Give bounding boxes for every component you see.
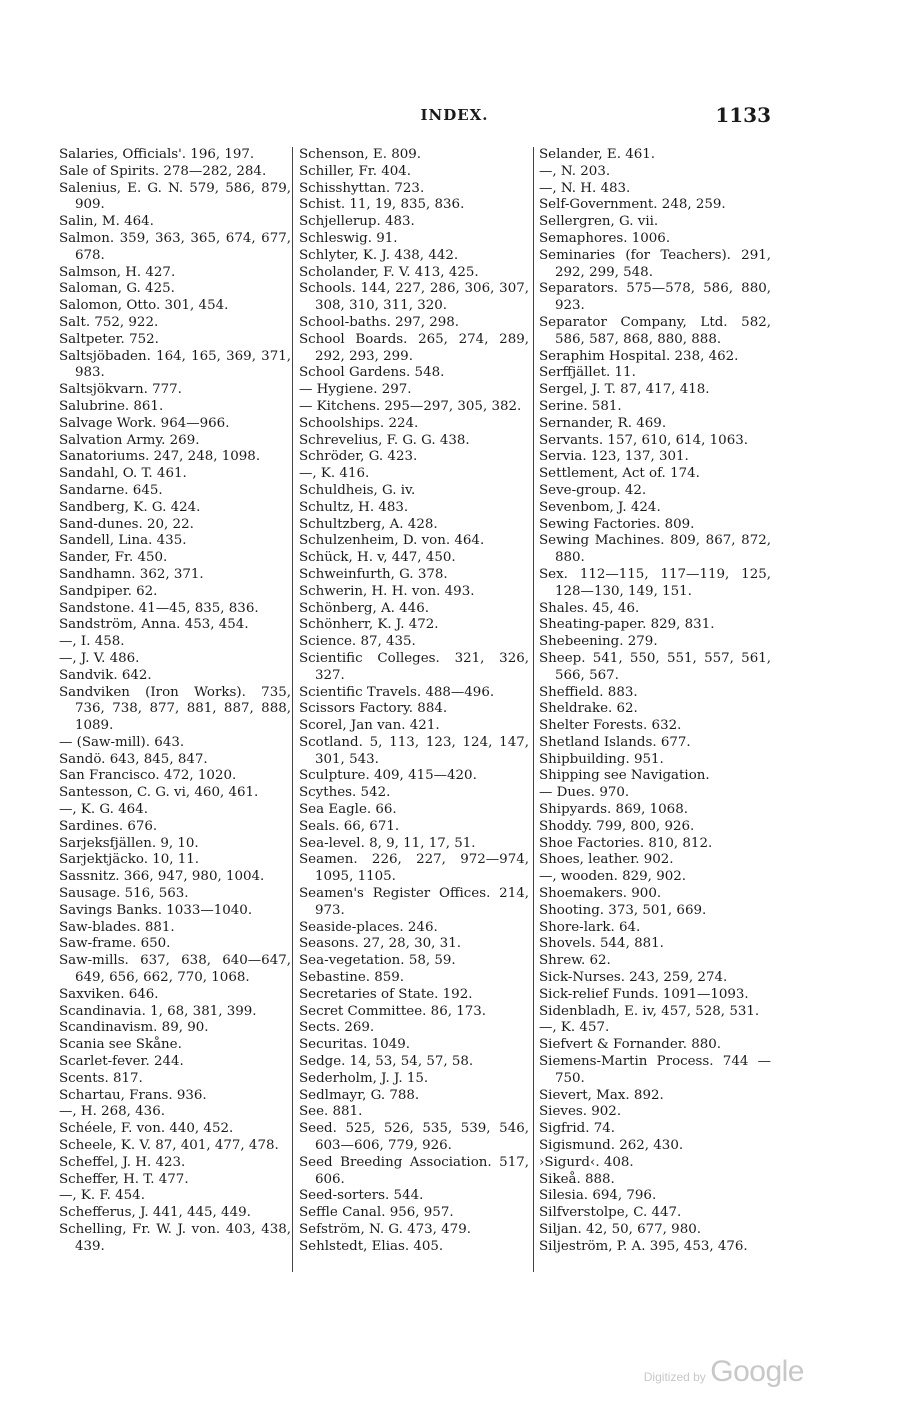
index-entry: Sebastine. 859. <box>299 970 405 986</box>
index-entry: Silfverstolpe, C. 447. <box>539 1205 682 1221</box>
index-entry: Seed. 525, 526, 535, 539, 546, 603—606, 779, 926. <box>299 1121 529 1154</box>
index-entry: Servants. 157, 610, 614, 1063. <box>539 432 748 448</box>
index-entry: Schönberg, A. 446. <box>299 600 429 616</box>
index-entry: Seve-group. 42. <box>539 482 647 498</box>
index-entry: Sandö. 643, 845, 847. <box>59 751 208 767</box>
index-entry: Salvage Work. 964—966. <box>59 415 230 431</box>
index-entry: —, N. H. 483. <box>539 180 631 196</box>
index-entry: Seed Breeding Association. 517, 606. <box>299 1154 529 1187</box>
index-entry: Saw-mills. 637, 638, 640—647, 649, 656, 662, 770, 1068. <box>59 953 291 986</box>
index-entry: —, K. F. 454. <box>59 1188 145 1204</box>
index-entry: Shore-lark. 64. <box>539 919 641 935</box>
index-entry: Schück, H. v, 447, 450. <box>299 550 456 566</box>
index-entry: Shoddy. 799, 800, 926. <box>539 818 695 834</box>
index-entry: Sects. 269. <box>299 1020 375 1036</box>
index-entry: Scorel, Jan van. 421. <box>299 718 440 734</box>
index-entry: Siemens-Martin Process. 744 —750. <box>539 1054 771 1086</box>
index-entry: Shetland Islands. 677. <box>539 734 691 750</box>
index-entry: Sedge. 14, 53, 54, 57, 58. <box>299 1054 474 1070</box>
index-entry: Securitas. 1049. <box>299 1037 410 1053</box>
index-entry: Serffjället. 11. <box>539 365 636 381</box>
index-entry: Sandstone. 41—45, 835, 836. <box>59 600 259 616</box>
index-entry: Scheffer, H. T. 477. <box>59 1171 189 1187</box>
index-entry: Sefström, N. G. 473, 479. <box>299 1222 471 1237</box>
index-entry: Schwerin, H. H. von. 493. <box>299 583 475 599</box>
index-entry: —, K. G. 464. <box>59 802 148 818</box>
index-entry: Sigismund. 262, 430. <box>539 1138 684 1154</box>
index-entry: Settlement, Act of. 174. <box>539 466 700 482</box>
index-entry: Salin, M. 464. <box>59 214 154 230</box>
index-entry: Seraphim Hospital. 238, 462. <box>539 348 739 364</box>
index-entry: Shovels. 544, 881. <box>539 936 664 952</box>
index-entry: Sheldrake. 62. <box>539 701 638 717</box>
index-entry: Sehlstedt, Elias. 405. <box>299 1238 444 1254</box>
index-entry: Salomon, Otto. 301, 454. <box>59 298 229 314</box>
index-entry: Savings Banks. 1033—1040. <box>59 902 253 918</box>
index-entry: Sigfrid. 74. <box>539 1121 616 1137</box>
index-entry: San Francisco. 472, 1020. <box>59 768 237 784</box>
index-entry: School Gardens. 548. <box>299 365 445 381</box>
index-entry: Sale of Spirits. 278—282, 284. <box>59 163 267 179</box>
index-entry: Saxviken. 646. <box>59 986 159 1002</box>
index-entry: Scientific Travels. 488—496. <box>299 684 495 700</box>
index-entry: Servia. 123, 137, 301. <box>539 449 689 465</box>
index-entry: Sernander, R. 469. <box>539 415 667 431</box>
index-entry: Sand-dunes. 20, 22. <box>59 516 194 532</box>
index-entry: —, J. V. 486. <box>59 650 140 666</box>
index-entry: Shoe Factories. 810, 812. <box>539 835 713 851</box>
index-entry: Sculpture. 409, 415—420. <box>299 768 477 784</box>
index-entry: Schröder, G. 423. <box>299 449 418 465</box>
index-entry: Sausage. 516, 563. <box>59 886 189 902</box>
index-entry: —, K. 416. <box>299 466 370 482</box>
index-entry: Shoemakers. 900. <box>539 886 662 902</box>
index-entry: Schartau, Frans. 936. <box>59 1087 207 1103</box>
index-entry: —, I. 458. <box>59 634 125 650</box>
index-entry: Schelling, Fr. W. J. von. 403, 438, 439. <box>59 1222 291 1254</box>
index-entry: Schefferus, J. 441, 445, 449. <box>59 1205 251 1221</box>
index-entry: Seminaries (for Teachers). 291, 292, 299, 548. <box>539 247 771 280</box>
index-entry: Self-Government. 248, 259. <box>539 197 726 213</box>
index-entry: Schulzenheim, D. von. 464. <box>299 533 485 549</box>
index-entry: Salmson, H. 427. <box>59 264 176 280</box>
index-column-3 <box>539 147 771 1256</box>
index-entry: Schlyter, K. J. 438, 442. <box>299 247 459 263</box>
index-entry: Saw-blades. 881. <box>59 919 175 935</box>
index-entry: Sarjektjäcko. 10, 11. <box>59 852 200 868</box>
column-divider <box>533 147 534 1272</box>
index-entry: Shoes, leather. 902. <box>539 852 674 868</box>
index-entry: Siefvert & Fornander. 880. <box>539 1037 722 1053</box>
index-entry: Sevenbom, J. 424. <box>539 499 661 515</box>
index-entry: Salvation Army. 269. <box>59 432 200 448</box>
index-entry: Sheating-paper. 829, 831. <box>539 617 715 633</box>
index-entry: Saloman, G. 425. <box>59 281 175 297</box>
index-entry: Sandpiper. 62. <box>59 583 158 599</box>
index-entry: Schuldheis, G. iv. <box>299 482 416 498</box>
index-entry: Scholander, F. V. 413, 425. <box>299 264 479 280</box>
index-entry: Scarlet-fever. 244. <box>59 1054 184 1070</box>
index-entry: Scheele, K. V. 87, 401, 477, 478. <box>59 1138 279 1154</box>
index-entry: Sea-vegetation. 58, 59. <box>299 953 456 969</box>
index-entry: Science. 87, 435. <box>299 634 416 650</box>
index-entry: Sandahl, O. T. 461. <box>59 466 187 482</box>
index-entry: Secretaries of State. 192. <box>299 986 473 1002</box>
index-entry: Sandberg, K. G. 424. <box>59 499 201 515</box>
index-entry: Seamen's Register Offices. 214, 973. <box>299 886 529 918</box>
index-entry: Shipbuilding. 951. <box>539 751 664 767</box>
index-entry: Scientific Colleges. 321, 326, 327. <box>299 650 529 683</box>
index-entry: Sandström, Anna. 453, 454. <box>59 617 249 633</box>
index-entry: Shipping see Navigation. <box>539 768 710 784</box>
index-entry: Sea-level. 8, 9, 11, 17, 51. <box>299 835 476 851</box>
index-entry: Sedlmayr, G. 788. <box>299 1087 420 1103</box>
index-entry: —, K. 457. <box>539 1020 610 1036</box>
index-entry: Sandarne. 645. <box>59 482 163 498</box>
index-entry: Seaside-places. 246. <box>299 919 438 935</box>
index-entry: Sassnitz. 366, 947, 980, 1004. <box>59 869 265 885</box>
index-entry: Sheffield. 883. <box>539 684 638 700</box>
index-entry: —, N. 203. <box>539 163 611 179</box>
index-entry: Sardines. 676. <box>59 818 158 834</box>
index-entry: ›Sigurd‹. 408. <box>539 1154 634 1170</box>
index-entry: Schultzberg, A. 428. <box>299 516 438 532</box>
index-entry: Sederholm, J. J. 15. <box>299 1070 429 1086</box>
index-entry: Schoolships. 224. <box>299 415 419 431</box>
index-entry: Selander, E. 461. <box>539 147 656 162</box>
index-entry: Schiller, Fr. 404. <box>299 163 412 179</box>
index-entry: Secret Committee. 86, 173. <box>299 1003 487 1019</box>
index-entry: Shrew. 62. <box>539 953 611 969</box>
index-column-1 <box>59 147 291 1256</box>
index-entry: Sick-Nurses. 243, 259, 274. <box>539 970 728 986</box>
index-entry: —, H. 268, 436. <box>59 1104 165 1120</box>
index-entry: Seals. 66, 671. <box>299 818 400 834</box>
index-entry: Siljeström, P. A. 395, 453, 476. <box>539 1238 748 1254</box>
column-divider <box>292 147 293 1272</box>
index-entry: Schrevelius, F. G. G. 438. <box>299 432 470 448</box>
index-entry: Sieves. 902. <box>539 1104 622 1120</box>
index-entry: Saltsjökvarn. 777. <box>59 382 182 398</box>
index-entry: Scythes. 542. <box>299 785 391 801</box>
index-entry: Seamen. 226, 227, 972—974, 1095, 1105. <box>299 852 529 885</box>
digitized-by-google-watermark <box>644 1355 804 1389</box>
index-entry: Separators. 575—578, 586, 880, 923. <box>539 281 771 314</box>
index-entry: Sandvik. 642. <box>59 667 152 683</box>
index-entry: Saltpeter. 752. <box>59 331 159 347</box>
index-entry: See. 881. <box>299 1104 363 1120</box>
index-entry: —, wooden. 829, 902. <box>539 869 687 885</box>
index-entry: Scheffel, J. H. 423. <box>59 1154 186 1170</box>
index-entry: — Kitchens. 295—297, 305, 382. <box>299 398 522 414</box>
index-entry: Saw-frame. 650. <box>59 936 171 952</box>
index-entry: Seed-sorters. 544. <box>299 1188 424 1204</box>
index-entry: Schools. 144, 227, 286, 306, 307, 308, 310, 311, 320. <box>299 281 529 314</box>
google-logo: Google <box>710 1355 804 1388</box>
index-entry: Shales. 45, 46. <box>539 600 640 616</box>
index-entry: — (Saw-mill). 643. <box>59 734 185 750</box>
index-entry: Scania see Skåne. <box>59 1037 182 1053</box>
running-title: INDEX. <box>420 106 489 124</box>
index-entry: Schleswig. 91. <box>299 230 398 246</box>
index-entry: Sick-relief Funds. 1091—1093. <box>539 986 749 1002</box>
index-entry: Sheep. 541, 550, 551, 557, 561, 566, 567. <box>539 650 771 683</box>
index-entry: Salubrine. 861. <box>59 398 164 414</box>
index-entry: Schenson, E. 809. <box>299 147 422 162</box>
index-entry: Sellergren, G. vii. <box>539 214 659 230</box>
index-entry: Shebeening. 279. <box>539 634 658 650</box>
index-entry: Scandinavism. 89, 90. <box>59 1020 209 1036</box>
index-entry: Salmon. 359, 363, 365, 674, 677, 678. <box>59 230 291 263</box>
index-entry: Scissors Factory. 884. <box>299 701 448 717</box>
index-entry: Schisshyttan. 723. <box>299 180 425 196</box>
index-entry: Salt. 752, 922. <box>59 314 159 330</box>
index-entry: Schweinfurth, G. 378. <box>299 566 448 582</box>
index-entry: Schultz, H. 483. <box>299 499 409 515</box>
index-entry: Sewing Machines. 809, 867, 872, 880. <box>539 533 771 566</box>
index-entry: Schist. 11, 19, 835, 836. <box>299 197 465 213</box>
index-entry: Sidenbladh, E. iv, 457, 528, 531. <box>539 1003 760 1019</box>
index-entry: Sikeå. 888. <box>539 1171 615 1187</box>
index-entry: Sanatoriums. 247, 248, 1098. <box>59 449 261 465</box>
index-entry: School Boards. 265, 274, 289, 292, 293, 299. <box>299 331 529 364</box>
index-entry: — Hygiene. 297. <box>299 382 412 398</box>
index-entry: Scotland. 5, 113, 123, 124, 147, 301, 543. <box>299 734 529 767</box>
index-entry: Separator Company, Ltd. 582, 586, 587, 868, 880, 888. <box>539 314 771 347</box>
page-number: 1133 <box>715 103 771 127</box>
index-entry: Sewing Factories. 809. <box>539 516 695 532</box>
index-entry: Sex. 112—115, 117—119, 125, 128—130, 149, 151. <box>539 566 771 599</box>
index-entry: Shipyards. 869, 1068. <box>539 802 688 818</box>
index-entry: Schjellerup. 483. <box>299 214 415 230</box>
index-entry: Santesson, C. G. vi, 460, 461. <box>59 785 259 801</box>
index-entry: Semaphores. 1006. <box>539 230 671 246</box>
index-entry: — Dues. 970. <box>539 785 630 801</box>
index-entry: Sievert, Max. 892. <box>539 1087 664 1103</box>
index-entry: Sarjeksfjällen. 9, 10. <box>59 835 199 851</box>
watermark-prefix: Digitized by <box>643 1370 706 1384</box>
index-entry: Silesia. 694, 796. <box>539 1188 657 1204</box>
index-entry: Shelter Forests. 632. <box>539 718 682 734</box>
index-entry: Schéele, F. von. 440, 452. <box>59 1121 234 1137</box>
index-entry: Salenius, E. G. N. 579, 586, 879, 909. <box>59 180 291 213</box>
index-column-2 <box>299 147 529 1256</box>
index-entry: Scents. 817. <box>59 1070 143 1086</box>
index-entry: Schönherr, K. J. 472. <box>299 617 439 633</box>
index-entry: Seffle Canal. 956, 957. <box>299 1205 454 1221</box>
index-entry: Salaries, Officials'. 196, 197. <box>59 147 255 162</box>
index-entry: Sander, Fr. 450. <box>59 550 168 566</box>
index-entry: Saltsjöbaden. 164, 165, 369, 371, 983. <box>59 348 291 381</box>
index-entry: Sandhamn. 362, 371. <box>59 566 204 582</box>
index-entry: Siljan. 42, 50, 677, 980. <box>539 1222 702 1237</box>
index-entry: Sea Eagle. 66. <box>299 802 397 818</box>
index-entry: Sandell, Lina. 435. <box>59 533 187 549</box>
index-entry: Shooting. 373, 501, 669. <box>539 902 707 918</box>
index-entry: Sandviken (Iron Works). 735, 736, 738, 877, 881, 887, 888, 1089. <box>59 684 291 734</box>
index-entry: Seasons. 27, 28, 30, 31. <box>299 936 461 952</box>
index-entry: Serine. 581. <box>539 398 622 414</box>
index-entry: Scandinavia. 1, 68, 381, 399. <box>59 1003 257 1019</box>
index-entry: School-baths. 297, 298. <box>299 314 460 330</box>
index-entry: Sergel, J. T. 87, 417, 418. <box>539 382 710 398</box>
